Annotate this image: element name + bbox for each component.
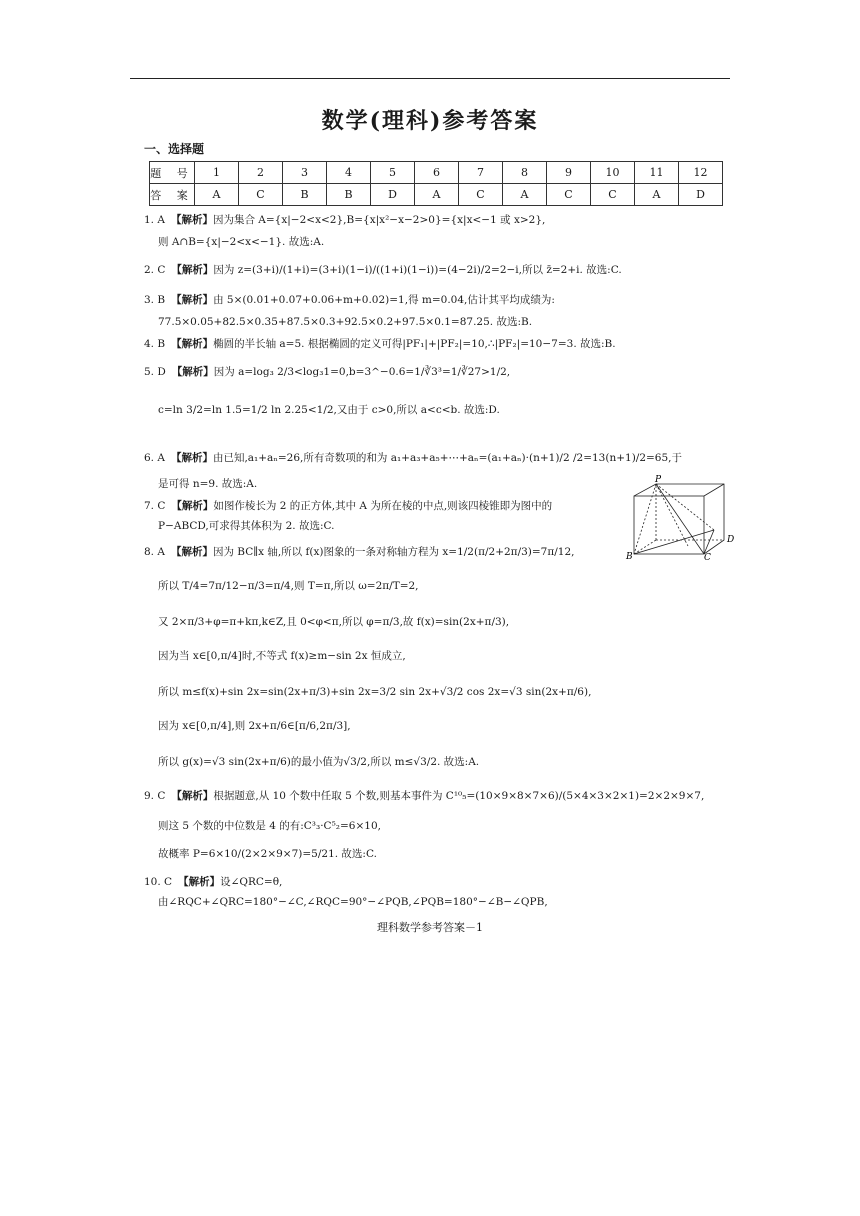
solution-line: c=ln 3/2=ln 1.5=1/2 ln 2.25<1/2,又由于 c>0,所以 a<c<b. 故选:D. [158,404,500,416]
table-cell: 1 [195,162,239,184]
label-c: C [704,553,711,560]
table-cell: 11 [635,162,679,184]
solution-line: 10. C 【解析】设∠QRC=θ, [144,876,283,888]
solution-line: 所以 m≤f(x)+sin 2x=sin(2x+π/3)+sin 2x=3/2 sin 2x+√3/2 cos 2x=√3 sin(2x+π/6), [158,686,592,698]
table-cell: A [635,184,679,206]
table-cell: B [283,184,327,206]
table-cell: 4 [327,162,371,184]
solution-line: 1. A 【解析】因为集合 A={x|−2<x<2},B={x|x²−x−2>0}={x|x<−1 或 x>2}, [144,214,546,226]
table-cell: 6 [415,162,459,184]
table-cell: D [371,184,415,206]
label-p: P [655,475,662,485]
solution-line: P−ABCD,可求得其体积为 2. 故选:C. [158,520,335,532]
section-heading: 一、选择题 [144,142,205,156]
pyramid-edge [656,484,704,554]
cube-figure [624,474,736,560]
solution-line: 6. A 【解析】由已知,a₁+aₙ=26,所有奇数项的和为 a₁+a₃+a₅+⋯+aₙ=(a₁+aₙ)·(n+1)/2 /2=13(n+1)/2=65,于 [144,452,683,464]
table-row-answers [150,184,723,206]
solution-line: 则 A∩B={x|−2<x<−1}. 故选:A. [158,236,325,248]
cube-front-face [634,496,704,554]
solution-line: 因为当 x∈[0,π/4]时,不等式 f(x)≥m−sin 2x 恒成立, [158,650,406,662]
table-cell: 10 [591,162,635,184]
table-cell: 5 [371,162,415,184]
pyramid-edge [656,484,688,546]
solution-line: 77.5×0.05+82.5×0.35+87.5×0.3+92.5×0.2+97.5×0.1=87.25. 故选:B. [158,316,533,328]
solution-line: 所以 g(x)=√3 sin(2x+π/6)的最小值为√3/2,所以 m≤√3/2. 故选:A. [158,756,480,768]
table-cell: C [239,184,283,206]
solution-line: 则这 5 个数的中位数是 4 的有:C³₃·C⁵₂=6×10, [158,820,381,832]
table-cell: C [591,184,635,206]
table-cell: C [547,184,591,206]
table-cell: 7 [459,162,503,184]
solution-line: 因为 x∈[0,π/4],则 2x+π/6∈[π/6,2π/3], [158,720,351,732]
table-header-cell: 题 号 [150,162,195,184]
solution-line: 7. C 【解析】如图作棱长为 2 的正方体,其中 A 为所在棱的中点,则该四棱锥即为图中的 [144,500,553,512]
solution-line: 4. B 【解析】椭圆的半长轴 a=5. 根据椭圆的定义可得|PF₁|+|PF₂|=10,∴|PF₂|=10−7=3. 故选:B. [144,338,616,350]
table-row-numbers [150,162,723,184]
page-title: 数学(理科)参考答案 [321,108,539,134]
solution-line: 是可得 n=9. 故选:A. [158,478,258,490]
solution-line: 由∠RQC+∠QRC=180°−∠C,∠RQC=90°−∠PQB,∠PQB=180°−∠B−∠QPB, [158,896,548,908]
table-cell: 2 [239,162,283,184]
pyramid-edge [656,484,714,530]
label-b: B [626,552,633,560]
table-cell: 8 [503,162,547,184]
table-cell: 12 [679,162,723,184]
top-rule [130,78,730,79]
cube-back-edges [634,484,724,554]
table-cell: 3 [283,162,327,184]
solution-line: 又 2×π/3+φ=π+kπ,k∈Z,且 0<φ<π,所以 φ=π/3,故 f(x)=sin(2x+π/3), [158,616,510,628]
label-d: D [727,535,735,545]
table-cell: C [459,184,503,206]
page-footer: 理科数学参考答案－1 [377,921,483,934]
solution-line: 3. B 【解析】由 5×(0.01+0.07+0.06+m+0.02)=1,得 m=0.04,估计其平均成绩为: [144,294,555,306]
table-cell: A [503,184,547,206]
cube-hidden-edge [634,540,656,554]
solution-line: 5. D 【解析】因为 a=log₃ 2/3<log₃1=0,b=3^−0.6=1/∛3³=1/∛27>1/2, [144,366,511,378]
answer-table [149,161,723,206]
table-cell: B [327,184,371,206]
solution-line: 2. C 【解析】因为 z=(3+i)/(1+i)=(3+i)(1−i)/((1+i)(1−i))=(4−2i)/2=2−i,所以 z̄=2+i. 故选:C. [144,264,622,276]
cube-edge [704,484,724,496]
solution-line: 故概率 P=6×10/(2×2×9×7)=5/21. 故选:C. [158,848,377,860]
table-cell: 9 [547,162,591,184]
solution-line: 9. C 【解析】根据题意,从 10 个数中任取 5 个数,则基本事件为 C¹⁰₅=(10×9×8×7×6)/(5×4×3×2×1)=2×2×9×7, [144,790,705,802]
table-cell: A [415,184,459,206]
solution-line: 8. A 【解析】因为 BC∥x 轴,所以 f(x)图象的一条对称轴方程为 x=1/2(π/2+2π/3)=7π/12, [144,546,575,558]
table-header-cell: 答 案 [150,184,195,206]
table-cell: D [679,184,723,206]
table-cell: A [195,184,239,206]
solution-line: 所以 T/4=7π/12−π/3=π/4,则 T=π,所以 ω=2π/T=2, [158,580,419,592]
